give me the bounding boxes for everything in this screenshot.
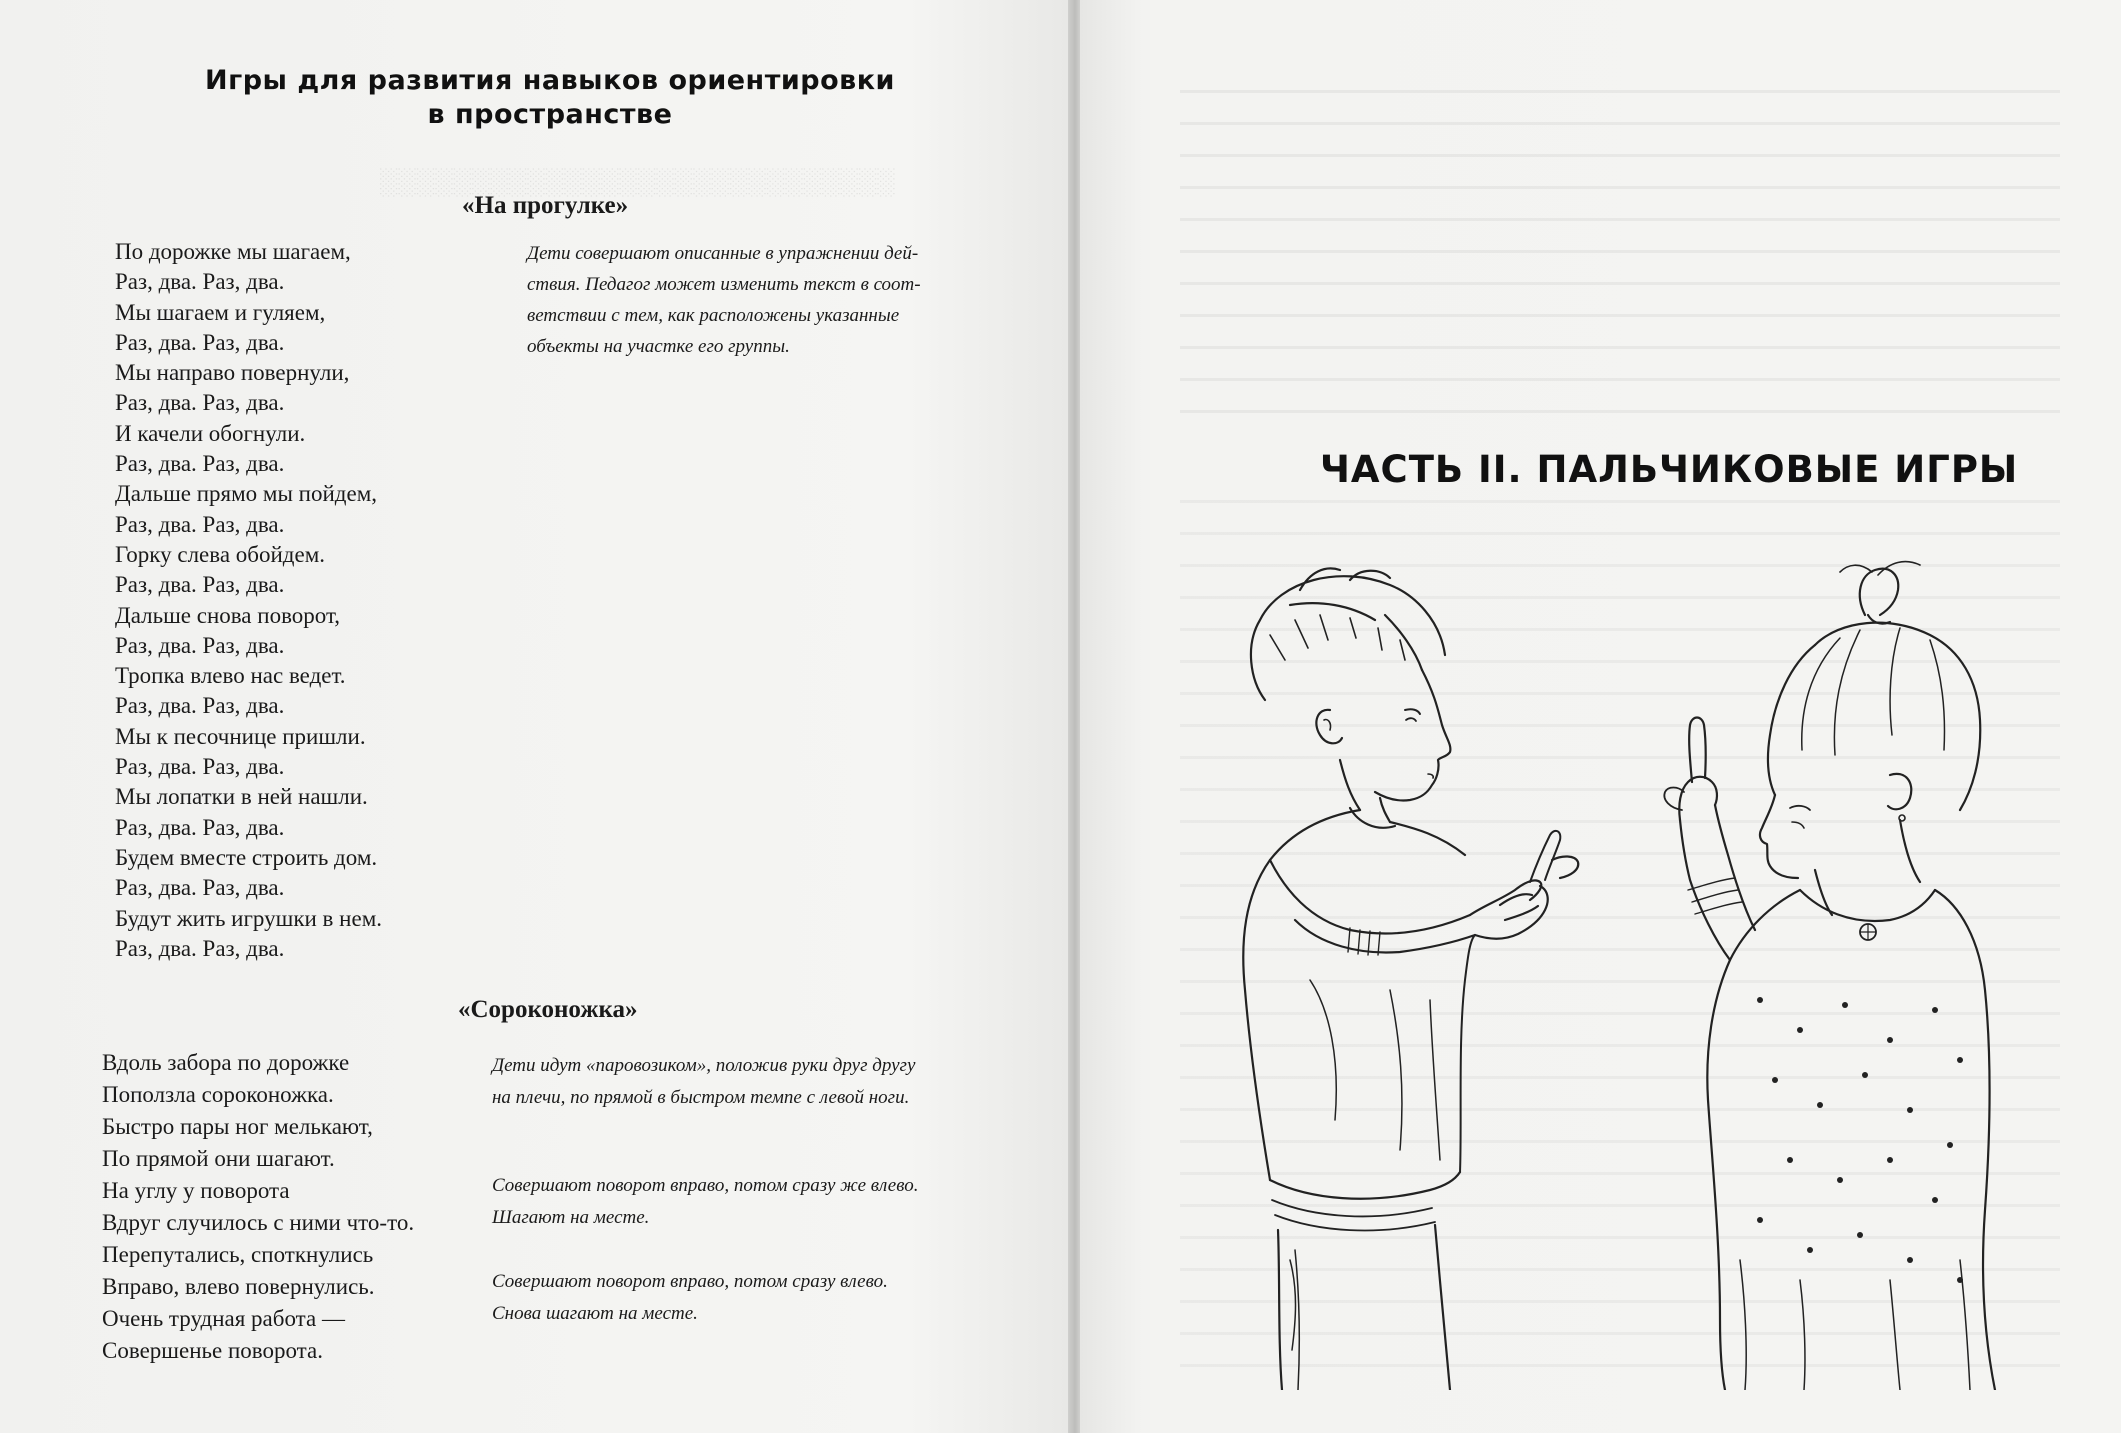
poem-line: Вправо, влево повернулись.	[102, 1274, 375, 1299]
poem-line: Совершенье поворота.	[102, 1338, 323, 1363]
instruction-sorokonozhka-start	[492, 1050, 915, 1114]
poem-line: Раз, два. Раз, два.	[115, 754, 285, 780]
show-through-text	[1180, 90, 2060, 420]
poem-line: Раз, два. Раз, два.	[115, 511, 285, 537]
instruction-sorokonozhka-again: Снова шагают на месте.	[492, 1303, 698, 1324]
poem-line: Раз, два. Раз, два.	[115, 632, 285, 658]
show-through-text: ░░░░░░░░░░░░░░░░░░░░░░░░░░░░	[380, 167, 896, 196]
section-title-line-2: в пространстве	[427, 99, 673, 130]
poem-line: И качели обогнули.	[115, 420, 306, 446]
poem-line: Очень трудная работа —	[102, 1306, 345, 1331]
poem-na-progulke	[115, 237, 382, 964]
instruction-sorokonozhka-corner: Совершают поворот вправо, потом сразу же влево.	[492, 1175, 919, 1196]
poem-line: Раз, два. Раз, два.	[115, 875, 285, 901]
poem-line: Вдруг случилось с ними что-то.	[102, 1210, 415, 1235]
poem-line: Раз, два. Раз, два.	[115, 329, 285, 355]
children-finger-play-illustration	[1200, 560, 2040, 1390]
poem-line: По прямой они шагают.	[102, 1146, 335, 1171]
poem-line: Будут жить игрушки в нем.	[115, 905, 382, 931]
instruction-line: объекты на участке его группы.	[527, 336, 790, 357]
poem-line: Мы к песочнице пришли.	[115, 723, 366, 749]
part-heading: ЧАСТЬ II. ПАЛЬЧИКОВЫЕ ИГРЫ	[1320, 448, 2019, 491]
poem-line: Вдоль забора по дорожке	[102, 1050, 350, 1075]
instruction-line: Дети совершают описанные в упражнении дей-	[527, 243, 919, 264]
poem-line: Раз, два. Раз, два.	[115, 693, 285, 719]
section-title	[170, 64, 930, 132]
section-title-line-1: Игры для развития навыков ориентировки	[205, 65, 895, 96]
poem-line: Горку слева обойдем.	[115, 541, 326, 567]
instruction-line: ствия. Педагог может изменить текст в соот-	[527, 274, 921, 295]
instruction-line: Дети идут «паровозиком», положив руки друг другу	[492, 1055, 916, 1076]
poem-line: Мы шагаем и гуляем,	[115, 299, 326, 325]
poem-line: Дальше прямо мы пойдем,	[115, 481, 378, 507]
instruction-sorokonozhka-turn: Совершают поворот вправо, потом сразу влево.	[492, 1271, 888, 1292]
instruction-line: на плечи, по прямой в быстром темпе с левой ноги.	[492, 1087, 910, 1108]
poem-line: Раз, два. Раз, два.	[115, 451, 285, 477]
poem-line: Раз, два. Раз, два.	[115, 572, 285, 598]
poem-line: На углу у поворота	[102, 1178, 290, 1203]
poem-line: Быстро пары ног мелькают,	[102, 1114, 373, 1139]
poem-sorokonozhka	[102, 1047, 414, 1367]
instruction-line: ветствии с тем, как расположены указанные	[527, 305, 900, 326]
poem-line: Будем вместе строить дом.	[115, 844, 378, 870]
boy-figure	[1243, 568, 1578, 1390]
poem-line: Тропка влево нас ведет.	[115, 663, 346, 689]
girl-figure	[1664, 562, 1995, 1390]
poem-line: Мы лопатки в ней нашли.	[115, 784, 368, 810]
poem-line: Поползла сороконожка.	[102, 1082, 334, 1107]
poem-line: Раз, два. Раз, два.	[115, 390, 285, 416]
game-title-sorokonozhka: «Сороконожка»	[458, 996, 638, 1023]
poem-line: Раз, два. Раз, два.	[115, 814, 285, 840]
poem-line: Перепутались, споткнулись	[102, 1242, 374, 1267]
poem-line: По дорожке мы шагаем,	[115, 239, 351, 264]
instruction-sorokonozhka-stand: Шагают на месте.	[492, 1207, 650, 1228]
poem-line: Раз, два. Раз, два.	[115, 935, 285, 961]
game-title-na-progulke: «На прогулке»	[462, 192, 629, 219]
instruction-na-progulke	[527, 238, 987, 362]
poem-line: Мы направо повернули,	[115, 360, 350, 386]
poem-line: Дальше снова поворот,	[115, 602, 341, 628]
poem-line: Раз, два. Раз, два.	[115, 269, 285, 295]
